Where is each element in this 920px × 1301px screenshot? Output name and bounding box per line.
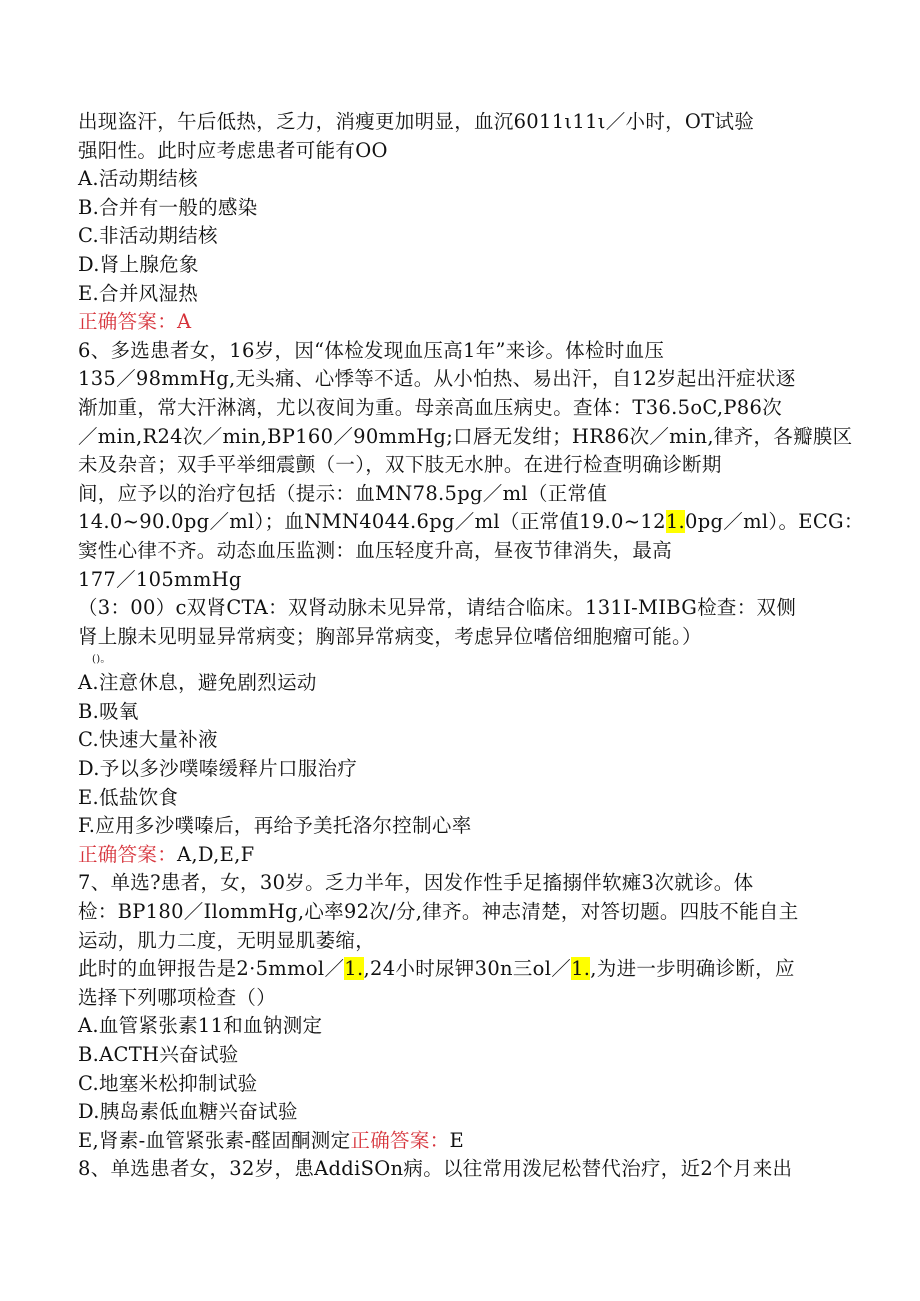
q7-option-e-with-answer (78, 1127, 838, 1156)
q6-text-line: 177／105mmHg (78, 567, 242, 591)
q6-answer (78, 841, 838, 870)
q7-text-line: 运动，肌力二度，无明显肌萎缩， (78, 928, 376, 952)
q8-text-line: 8、单选患者女，32岁，患AddiSOn病。以往常用泼尼松替代治疗，近2个月来出 (78, 1157, 793, 1181)
answer-label: 正确答案： (78, 310, 178, 334)
q5-text-line: 强阳性。此时应考虑患者可能有OO (78, 138, 388, 162)
q5-option-a: A.活动期结核 (78, 167, 198, 191)
q5-option-c: C.非活动期结核 (78, 224, 218, 248)
q6-option-e: E.低盐饮食 (78, 785, 179, 809)
q7-text-line: 7、单选?患者，女，30岁。乏力半年，因发作性手足搐搦伴软瘫3次就诊。体 (78, 871, 754, 895)
q5-option-e: E.合并风湿热 (78, 281, 199, 305)
q6-option-b: B.吸氧 (78, 699, 139, 723)
answer-value: A,D,E,F (177, 842, 255, 866)
q7-text-line (78, 955, 838, 984)
q7-option-a: A.血管紧张素11和血钠测定 (78, 1014, 323, 1038)
q7-text-line: 选择下列哪项检查（） (78, 985, 277, 1009)
q5-option-d: D.肾上腺危象 (78, 252, 199, 276)
q7-option-c: C.地塞米松抑制试验 (78, 1071, 258, 1095)
q6-text-line: 渐加重，常大汗淋漓，尤以夜间为重。母亲高血压病史。查体：T36.5oC,P86次 (78, 395, 783, 419)
q5-text-line: 出现盗汗，午后低热，乏力，消瘦更加明显，血沉6011ι11ι／小时，OT试验 (78, 110, 755, 133)
q7-text-segment: ,24小时尿钾30n三ol／ (363, 957, 572, 981)
q6-text-line: ／min,R24次／min,BP160／90mmHg;口唇无发绀；HR86次／min,律齐，各瓣膜区 (78, 424, 853, 448)
highlight-mark: 1. (344, 957, 364, 981)
answer-value: E (449, 1128, 464, 1152)
q6-text-segment: 0pg／ml）。ECG： (685, 510, 864, 534)
q6-text-line: 窦性心律不齐。动态血压监测：血压轻度升高，昼夜节律消失，最高 (78, 538, 673, 562)
answer-label: 正确答案： (78, 842, 178, 866)
q6-option-c: C.快速大量补液 (78, 728, 218, 752)
q6-text-line: （3：00）c双肾CTA：双肾动脉未见异常，请结合临床。131I-MIBG检查：双侧 (78, 596, 797, 620)
q6-text-line: 未及杂音；双手平举细震颤（一），双下肢无水肿。在进行检查明确诊断期 (78, 453, 722, 477)
q6-text-line: 6、多选患者女，16岁，因“体检发现血压高1年”来诊。体检时血压 (78, 338, 665, 362)
highlight-mark: 1. (665, 510, 686, 534)
q7-text-segment: ,为进一步明确诊断，应 (590, 957, 795, 981)
q6-text-line: 135／98mmHg,无头痛、心悸等不适。从小怕热、易出汗，自12岁起出汗症状逐 (78, 367, 796, 391)
q6-text-line (78, 508, 864, 537)
highlight-mark: 1. (571, 957, 591, 981)
q7-option-e: E,肾素-血管紧张素-醛固酮测定 (78, 1128, 351, 1152)
q6-option-d: D.予以多沙噗嗪缓释片口服治疗 (78, 757, 358, 781)
q7-text-segment: 此时的血钾报告是2·5mmol／ (78, 957, 345, 981)
answer-label: 正确答案： (350, 1128, 450, 1152)
answer-value: A (177, 310, 192, 334)
q7-option-d: D.胰岛素低血糖兴奋试验 (78, 1100, 298, 1124)
q6-option-f: F.应用多沙噗嗪后，再给予美托洛尔控制心率 (78, 814, 472, 838)
q6-option-a: A.注意休息，避免剧烈运动 (78, 671, 317, 695)
q6-text-segment: 14.0~90.0pg／ml）；血NMN4044.6pg／ml（正常值19.0~12 (78, 510, 666, 534)
q7-text-line: 检：BP180／IlommHg,心率92次/分,律齐。神志清楚，对答切题。四肢不能自主 (78, 900, 799, 924)
document-page (78, 108, 864, 1184)
q6-text-line: 间，应予以的治疗包括（提示：血MN78.5pg／ml（正常值 (78, 481, 608, 505)
q6-text-line: ()。 (92, 654, 111, 666)
q5-answer (78, 308, 838, 337)
q5-option-b: B.合并有一般的感染 (78, 195, 258, 219)
q7-option-b: B.ACTH兴奋试验 (78, 1043, 239, 1066)
q6-text-line: 肾上腺未见明显异常病变；胸部异常病变，考虑异位嗜倍细胞瘤可能。） (78, 624, 702, 648)
